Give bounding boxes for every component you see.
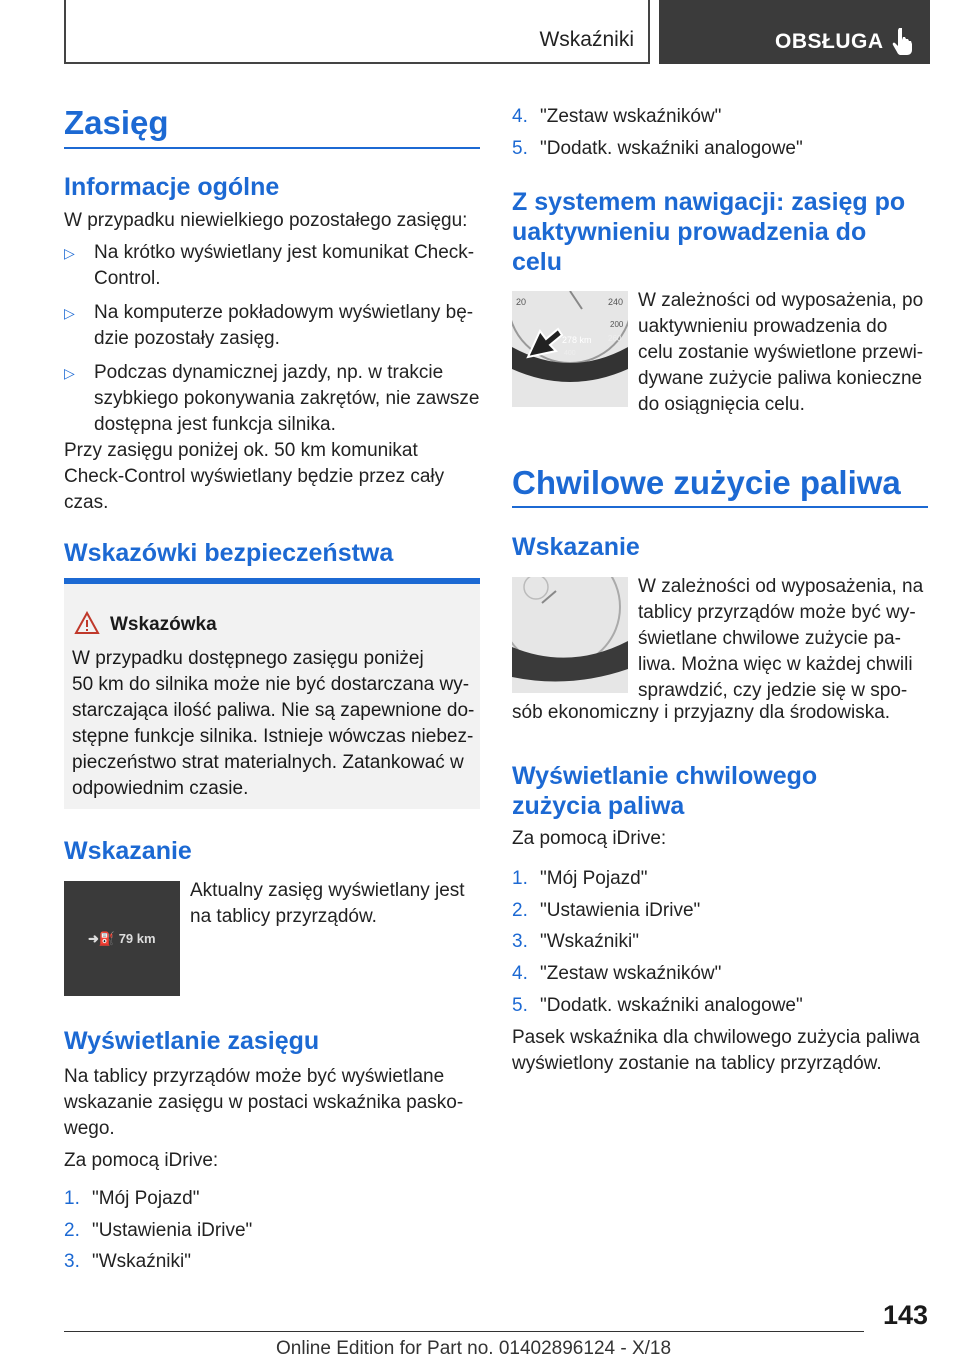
heading-line: celu [512, 248, 563, 276]
list-item [512, 929, 928, 955]
triangle-bullet-icon: ▷ [64, 365, 75, 381]
step-number: 5. [512, 995, 528, 1016]
gauge-tick-label: 400 [564, 350, 576, 357]
text-line: W zależności od wyposażenia, na [638, 576, 924, 597]
show-range-text [64, 1064, 480, 1142]
bullet-line: Na krótko wyświetlany jest komunikat Check- [94, 242, 475, 263]
text-line: Check-Control wyświetlany będzie przez cały [64, 466, 445, 487]
step-text: "Zestaw wskaźników" [540, 963, 722, 984]
gauge-tick-label: 240 [608, 297, 624, 307]
paragraph-low-range [64, 438, 480, 516]
heading-range: Zasięg [64, 104, 169, 141]
step-text: "Mój Pojazd" [92, 1188, 200, 1209]
heading-rule [64, 147, 480, 149]
text-line: do osiągnięcia celu. [638, 394, 805, 415]
text-line: tablicy przyrządów może być wy- [638, 602, 916, 623]
header-section-title: Wskaźniki [539, 28, 634, 51]
heading-indicator: Wskazanie [512, 533, 640, 561]
final-text [512, 1025, 928, 1077]
gauge-illustration [512, 291, 628, 407]
list-item [64, 240, 480, 292]
bullet-line: Control. [94, 268, 161, 289]
text-line: czas. [64, 492, 109, 513]
text-line: sprawdzić, czy jedzie się w spo- [638, 680, 908, 701]
text-line: W zależności od wyposażenia, po [638, 290, 924, 311]
bullet-line: dzie pozostały zasięg. [94, 328, 280, 349]
heading-navigation [512, 187, 928, 277]
step-number: 3. [512, 931, 528, 952]
bullet-line: dostępna jest funkcja silnika. [94, 414, 336, 435]
heading-rule [512, 506, 928, 508]
heading-fuel-consumption: Chwilowe zużycie paliwa [512, 464, 901, 501]
gauge-tick-label: 200 [610, 320, 624, 329]
range-display-image [64, 881, 180, 996]
range-value: 79 km [118, 931, 156, 946]
step-number: 2. [64, 1220, 80, 1241]
bullet-line: Podczas dynamicznej jazdy, np. w trakcie [94, 362, 444, 383]
step-number: 1. [64, 1188, 80, 1209]
triangle-bullet-icon: ▷ [64, 305, 75, 321]
heading-display: Wskazanie [64, 837, 192, 865]
step-number: 2. [512, 900, 528, 921]
header-section-box [64, 0, 650, 64]
warning-triangle-icon [74, 611, 100, 635]
step-text: "Wskaźniki" [540, 931, 639, 952]
text-line: dywane zużycie paliwa konieczne [638, 368, 923, 389]
bullet-line: szybkiego pokonywania zakrętów, nie zawsze [94, 388, 480, 409]
text-line: świetlane chwilowe zużycie pa- [638, 628, 901, 649]
list-item [64, 360, 480, 438]
warning-text [72, 646, 476, 802]
gauge-tick-label: 20 [516, 297, 527, 307]
list-item [512, 898, 928, 924]
step-text: "Mój Pojazd" [540, 868, 648, 889]
triangle-bullet-icon: ▷ [64, 245, 75, 261]
text-line: stępne funkcje silnika. Istnieje wówczas niebez- [72, 726, 474, 747]
heading-general-info: Informacje ogólne [64, 173, 280, 201]
bullet-line: Na komputerze pokładowym wyświetlany bę- [94, 302, 474, 323]
page-header [64, 0, 930, 66]
text-line: Pasek wskaźnika dla chwilowego zużycia paliwa [512, 1027, 920, 1048]
list-item [512, 961, 928, 987]
step-text: "Wskaźniki" [92, 1251, 191, 1272]
text-line: Przy zasięgu poniżej ok. 50 km komunikat [64, 440, 418, 461]
footer-rule [64, 1331, 864, 1332]
step-number: 4. [512, 106, 528, 127]
text-line: wego. [64, 1118, 115, 1139]
gauge-readout: 278 km [562, 335, 592, 345]
list-item [64, 1218, 480, 1244]
text-line: na tablicy przyrządów. [190, 906, 377, 927]
text-line: wyświetlony zostanie na tablicy przyrządów. [512, 1053, 882, 1074]
step-text: "Zestaw wskaźników" [540, 106, 722, 127]
heading-show-range: Wyświetlanie zasięgu [64, 1027, 320, 1055]
range-readout: ➜⛽ 79 km [88, 931, 156, 946]
idrive-text: Za pomocą iDrive: [512, 828, 667, 849]
warning-title: Wskazówka [110, 614, 217, 635]
list-item [64, 300, 480, 352]
text-line: W przypadku dostępnego zasięgu poniżej [72, 648, 424, 669]
gauge-illustration [512, 577, 628, 693]
heading-line: Wyświetlanie chwilowego [512, 762, 818, 790]
list-item [512, 993, 928, 1019]
step-text: "Dodatk. wskaźniki analogowe" [540, 138, 803, 159]
warning-box [64, 578, 480, 809]
text-line: starczająca ilość paliwa. Nie są zapewnione do- [72, 700, 475, 721]
step-number: 5. [512, 138, 528, 159]
heading-line: uaktywnieniu prowadzenia do [512, 218, 867, 246]
step-text: "Ustawienia iDrive" [92, 1220, 253, 1241]
text-line: wskazanie zasięgu w postaci wskaźnika pasko- [64, 1092, 464, 1113]
text-line: liwa. Można więc w każdej chwili [638, 654, 913, 675]
step-text: "Ustawienia iDrive" [540, 900, 701, 921]
indicator-text-tail: sób ekonomiczny i przyjazny dla środowiska. [512, 702, 891, 723]
footer-edition: Online Edition for Part no. 01402896124 - X/18 [276, 1338, 672, 1359]
navigation-text [638, 288, 928, 418]
list-item [512, 866, 928, 892]
text-line: celu zostanie wyświetlone przewi- [638, 342, 924, 363]
header-chapter-tab [659, 0, 930, 64]
display-text [190, 878, 480, 930]
text-line: Aktualny zasięg wyświetlany jest [190, 880, 465, 901]
heading-line: zużycia paliwa [512, 792, 685, 820]
page-number: 143 [882, 1300, 928, 1330]
list-item [64, 1186, 480, 1212]
list-item [512, 104, 928, 130]
heading-line: Z systemem nawigacji: zasięg po [512, 188, 906, 216]
gauge-tick-label: 260 [608, 334, 622, 343]
text-line: 50 km do silnika może nie być dostarczana wy- [72, 674, 470, 695]
text-line: odpowiednim czasie. [72, 778, 249, 799]
text-line: Na tablicy przyrządów może być wyświetlane [64, 1066, 445, 1087]
step-number: 3. [64, 1251, 80, 1272]
step-number: 4. [512, 963, 528, 984]
header-chapter-label: OBSŁUGA [775, 30, 884, 53]
step-text: "Dodatk. wskaźniki analogowe" [540, 995, 803, 1016]
idrive-text: Za pomocą iDrive: [64, 1150, 219, 1171]
pointing-hand-icon [891, 26, 915, 56]
step-number: 1. [512, 868, 528, 889]
indicator-text [638, 574, 928, 704]
navigation-gauge-image [512, 291, 628, 407]
text-line: pieczeństwo strat materialnych. Zatankować w [72, 752, 464, 773]
heading-safety: Wskazówki bezpieczeństwa [64, 539, 394, 567]
list-item [512, 136, 928, 162]
text-line: uaktywnieniu prowadzenia do [638, 316, 888, 337]
fuel-gauge-image [512, 577, 628, 693]
intro-text: W przypadku niewielkiego pozostałego zasięgu: [64, 210, 468, 231]
list-item [64, 1249, 480, 1275]
heading-show-consumption [512, 761, 928, 821]
